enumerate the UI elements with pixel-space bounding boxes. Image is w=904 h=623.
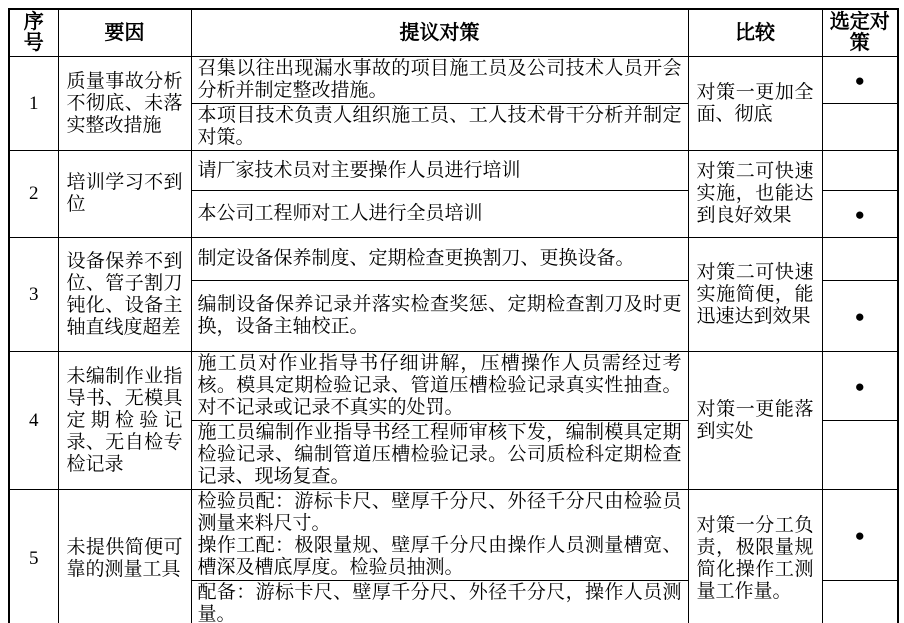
selected-cell: ●: [822, 57, 898, 104]
table-row: [9, 151, 898, 191]
proposal-cell: [191, 104, 688, 151]
comparison-cell: 对策一更能落到实处: [688, 352, 822, 490]
proposal-paragraph: 施工员编制作业指导书经工程师审核下发，编制模具定期检验记录、编制管道压槽检验记录。公司质检科定期检查记录、现场复查。: [197, 422, 682, 487]
selected-cell: [822, 151, 898, 191]
proposal-cell: [191, 238, 688, 281]
seq-cell: 4: [9, 352, 58, 490]
cause-cell: 未提供简便可靠的测量工具: [58, 490, 191, 623]
proposal-cell: [191, 281, 688, 352]
header-row: [9, 9, 898, 57]
seq-cell: 5: [9, 490, 58, 623]
comparison-cell: 对策一分工负责，极限量规简化操作工测量工作量。: [688, 490, 822, 623]
proposal-paragraph: 本项目技术负责人组织施工员、工人技术骨干分析并制定对策。: [197, 105, 682, 148]
cause-cell: 培训学习不到位: [58, 151, 191, 238]
selected-cell: [822, 421, 898, 490]
cause-cell: 未编制作业指导书、无模具定期检验记录、无自检专检记录: [58, 352, 191, 490]
selected-cell: ●: [822, 281, 898, 352]
proposal-paragraph: 操作工配：极限量规、壁厚千分尺由操作人员测量槽宽、槽深及槽底厚度。检验员抽测。: [197, 535, 682, 578]
proposal-cell: [191, 57, 688, 104]
header-cause: 要因: [58, 9, 191, 57]
comparison-cell: 对策一更加全面、彻底: [688, 57, 822, 151]
proposal-paragraph: 请厂家技术员对主要操作人员进行培训: [197, 159, 521, 181]
header-seq: [9, 9, 58, 57]
table-row: [9, 57, 898, 104]
proposal-cell: [191, 581, 688, 623]
table-row: [9, 490, 898, 581]
seq-cell: 1: [9, 57, 58, 151]
proposal-paragraph: 检验员配：游标卡尺、壁厚千分尺、外径千分尺由检验员测量来料尺寸。: [197, 491, 682, 534]
proposal-paragraph: 配备：游标卡尺、壁厚千分尺、外径千分尺，操作人员测量。: [197, 582, 682, 623]
proposal-cell: [191, 151, 688, 191]
proposal-paragraph: 施工员对作业指导书仔细讲解，压槽操作人员需经过考核。模具定期检验记录、管道压槽检验记录真实性抽查。对不记录或记录不真实的处罚。: [197, 353, 682, 418]
table-row: [9, 352, 898, 421]
header-selected: 选定对策: [822, 9, 898, 57]
proposal-paragraph: 制定设备保养制度、定期检查更换割刀、更换设备。: [197, 248, 635, 269]
selected-cell: ●: [822, 490, 898, 581]
proposal-cell: [191, 191, 688, 238]
seq-cell: 3: [9, 238, 58, 352]
cause-cell: 质量事故分析不彻底、未落实整改措施: [58, 57, 191, 151]
cause-cell: 设备保养不到位、管子割刀钝化、设备主轴直线度超差: [58, 238, 191, 352]
selected-cell: ●: [822, 352, 898, 421]
seq-cell: 2: [9, 151, 58, 238]
header-comparison: 比较: [688, 9, 822, 57]
proposal-paragraph: 本公司工程师对工人进行全员培训: [197, 203, 483, 224]
proposal-paragraph: 召集以往出现漏水事故的项目施工员及公司技术人员开会分析并制定整改措施。: [197, 58, 682, 101]
header-proposal: 提议对策: [191, 9, 688, 57]
proposal-paragraph: 编制设备保养记录并落实检查奖惩、定期检查割刀及时更换，设备主轴校正。: [197, 294, 682, 337]
selected-cell: [822, 104, 898, 151]
proposal-cell: [191, 421, 688, 490]
comparison-cell: 对策二可快速实施，也能达到良好效果: [688, 151, 822, 238]
header-seq-label: 序号: [23, 11, 44, 54]
comparison-cell: 对策二可快速实施简便，能迅速达到效果: [688, 238, 822, 352]
selected-cell: ●: [822, 191, 898, 238]
proposal-cell: [191, 352, 688, 421]
proposal-cell: [191, 490, 688, 581]
selected-cell: [822, 238, 898, 281]
table-row: [9, 238, 898, 281]
selected-cell: [822, 581, 898, 623]
countermeasure-table: [8, 8, 899, 623]
